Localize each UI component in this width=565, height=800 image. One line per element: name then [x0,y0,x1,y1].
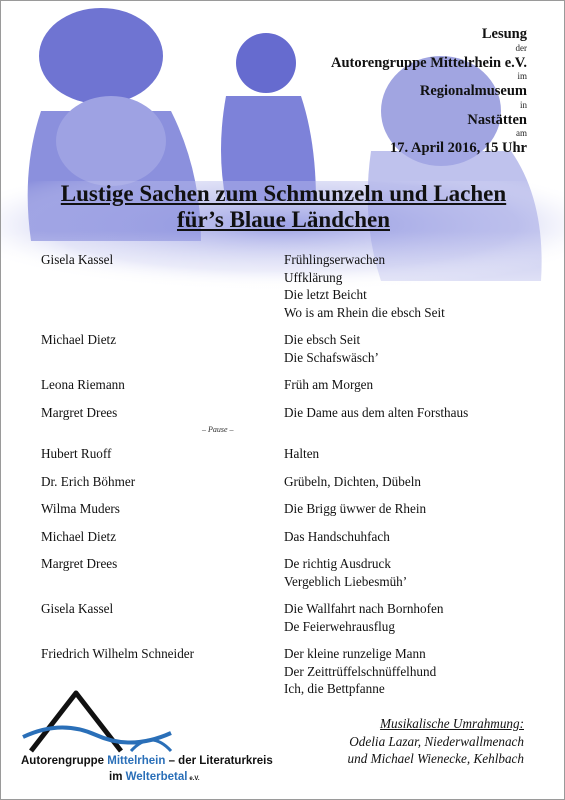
event-info-line: im [517,71,527,81]
event-info-line: Regionalmuseum [419,83,527,99]
work-title: Grübeln, Dichten, Dübeln [284,473,421,489]
work-title: Früh am Morgen [284,377,374,392]
event-info-line: Autorengruppe Mittelrhein e.V. [330,54,527,71]
program-row [41,555,541,590]
work-title: Die letzt Beicht [284,287,367,302]
work-titles [284,404,468,422]
work-title: Der kleine runzelige Mann [284,646,426,661]
work-title: Uffklärung [284,269,343,285]
program-list [41,251,541,698]
music-heading: Musikalische Umrahmung: [380,716,524,731]
event-info-line: der [515,42,527,53]
work-titles [284,555,407,590]
event-info-line: in [519,99,527,110]
author-name: Gisela Kassel [41,252,114,267]
work-title: Ich, die Bettpfanne [284,681,385,696]
work-titles [284,251,445,321]
work-titles [284,645,436,698]
program-row [41,500,541,518]
work-title: Das Handschuhfach [284,528,390,544]
program-row [41,251,541,321]
logo-text-line-1: Autorengruppe Mittelrhein – der Literaturkreis [21,755,273,767]
author-name: Leona Riemann [41,377,125,392]
work-titles [284,331,379,366]
event-info [267,27,527,158]
program-row [41,376,541,394]
event-info-line: Lesung [481,26,527,42]
logo-text-line-2: im Welterbetal e.V. [109,771,200,783]
work-titles [284,473,421,491]
logo-mark-icon [21,689,261,759]
author-name: Gisela Kassel [41,601,114,616]
author-name: Hubert Ruoff [41,446,112,461]
work-title: De richtig Ausdruck [284,556,391,571]
program-row [41,404,541,422]
author-name: Margret Drees [41,404,118,420]
work-title: Die Dame aus dem alten Forsthaus [284,404,469,420]
work-title: Der Zeittrüffelschnüffelhund [284,663,437,679]
work-title: Die Brigg üwwer de Rhein [284,501,427,516]
program-row [41,600,541,635]
work-titles [284,528,390,546]
work-title: Wo is am Rhein die ebsch Seit [284,304,445,320]
work-title: Halten [284,446,320,461]
work-title: Frühlingserwachen [284,252,386,267]
work-titles [284,600,443,635]
flyer-title [1,181,565,234]
work-title: Vergeblich Liebesmüh’ [284,573,408,589]
author-name: Michael Dietz [41,332,117,347]
program-row [41,331,541,366]
work-title: De Feierwehrausflug [284,618,395,634]
author-name: Michael Dietz [41,528,117,544]
work-titles [284,376,373,394]
title-line-2: für’s Blaue Ländchen [177,207,390,233]
pause-marker: – Pause – [202,425,234,434]
music-performer-1: Odelia Lazar, Niederwallmenach [349,733,524,749]
author-name: Friedrich Wilhelm Schneider [41,646,195,661]
work-title: Die Schafswäsch’ [284,349,379,365]
event-info-line: am [516,128,527,138]
title-line-1: Lustige Sachen zum Schmunzeln und Lachen [60,181,507,206]
work-titles [284,500,426,518]
event-info-line: Nastätten [467,111,527,128]
event-info-line: 17. April 2016, 15 Uhr [390,140,527,156]
program-row [41,473,541,491]
author-name: Dr. Erich Böhmer [41,473,136,489]
work-titles [284,445,319,463]
work-title: Die Wallfahrt nach Bornhofen [284,601,444,616]
musical-accompaniment [348,715,525,768]
work-title: Die ebsch Seit [284,332,361,347]
music-performer-2: und Michael Wienecke, Kehlbach [347,751,524,766]
program-row [41,445,541,463]
author-name: Margret Drees [41,556,118,571]
author-name: Wilma Muders [41,501,120,516]
organization-logo [21,689,273,797]
program-row [41,528,541,546]
